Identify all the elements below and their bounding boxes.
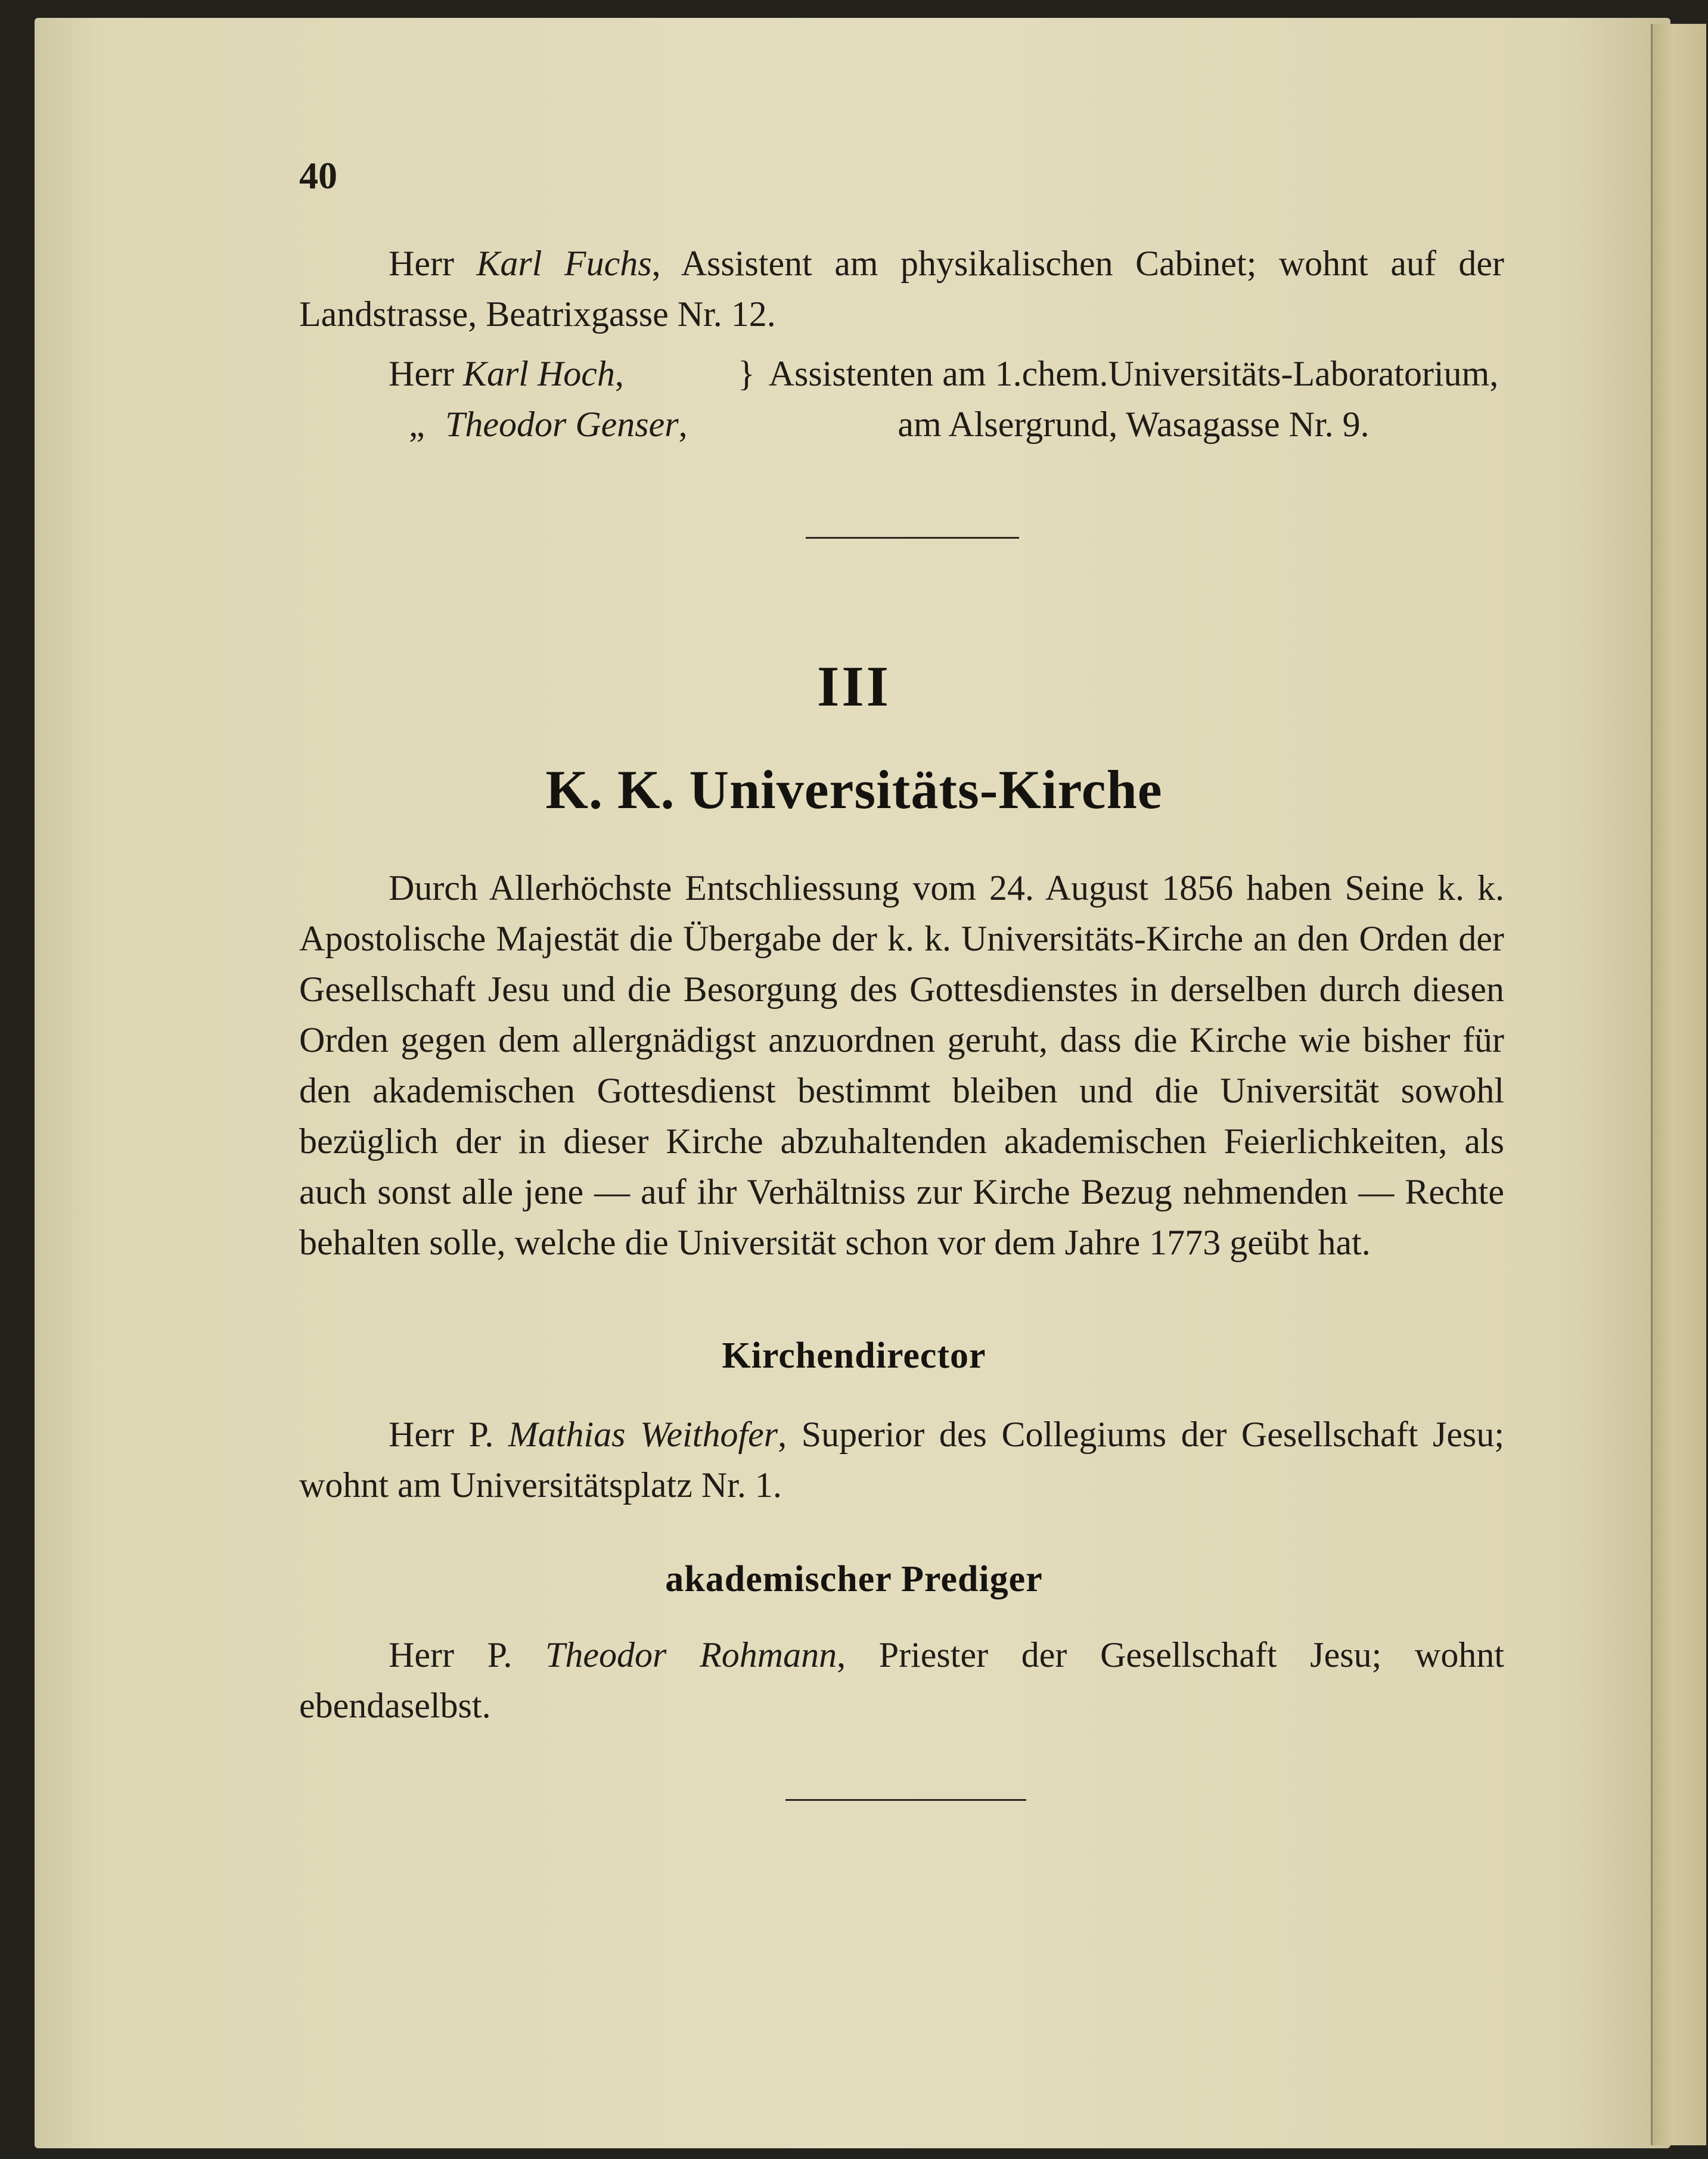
entry-prefix: Herr <box>389 354 454 393</box>
assistant-line-hoch: Herr Karl Hoch, <box>389 354 624 393</box>
assistant-names <box>389 349 746 450</box>
assistant-role-line-2: am Alsergrund, Wasagasse Nr. 9. <box>898 405 1369 444</box>
person-name: Theodor Genser <box>445 405 679 444</box>
entry-description: , Priester der Gesellschaft Jesu; wohnt ebendaselbst. <box>299 1635 1504 1725</box>
person-name: Mathias Weithofer <box>508 1415 778 1454</box>
entry-weithofer <box>299 1409 1504 1511</box>
entry-prefix: Herr P. <box>389 1415 494 1454</box>
person-name: Karl Fuchs <box>476 244 652 283</box>
person-name: Theodor Rohmann <box>545 1635 837 1675</box>
entry-prefix: Herr P. <box>389 1635 513 1675</box>
page-number: 40 <box>299 154 337 197</box>
grouping-brace: } <box>738 354 755 393</box>
next-page-edge <box>1651 24 1706 2145</box>
assistant-line-genser: „ Theodor Genser, <box>389 399 746 450</box>
assistant-role-line-1: Assistenten am 1.chem.Universitäts-Laboratorium, <box>768 354 1499 393</box>
person-name: Karl Hoch <box>462 354 615 393</box>
heading-prediger: akademischer Prediger <box>665 1559 1043 1599</box>
ditto-mark: „ <box>409 405 425 444</box>
heading-kirchendirector: Kirchendirector <box>722 1335 986 1376</box>
entry-karl-fuchs <box>299 238 1504 340</box>
section-divider-top <box>806 537 1019 539</box>
decree-paragraph: Durch Allerhöchste Entschliessung vom 24. August 1856 haben Seine k. k. Apostolische Majestät die Übergabe der k. k. Universitäts-Kirche an den Orden der Gesellschaft Jesu und die Besorgung des Gottesdienstes in derselben durch diesen Orden gegen dem allergnädigst anzuordnen geruht, dass die Kirche wie bisher für den akademischen Gottesdienst bestimmt bleiben und die Universität sowohl bezüglich der in dieser Kirche abzuhaltenden akademischen Feierlichkeiten, als auch sonst alle jene — auf ihr Verhältniss zur Kirche Bezug nehmenden — Rechte behalten solle, welche die Universität schon vor dem Jahre 1773 geübt hat. <box>299 868 1504 1262</box>
section-number: III <box>816 654 892 718</box>
entry-description: , Assistent am physikalischen Cabinet; wohnt auf der Landstrasse, Beatrixgasse Nr. 12. <box>299 244 1505 334</box>
entry-prefix: Herr <box>389 244 454 283</box>
section-title: K. K. Universitäts-Kirche <box>545 759 1163 820</box>
section-divider-bottom <box>785 1799 1026 1801</box>
entry-description: , Superior des Collegiums der Gesellschaft Jesu; wohnt am Universitätsplatz Nr. 1. <box>299 1415 1505 1505</box>
entry-rohmann <box>299 1630 1504 1731</box>
assistant-role <box>758 349 1509 450</box>
